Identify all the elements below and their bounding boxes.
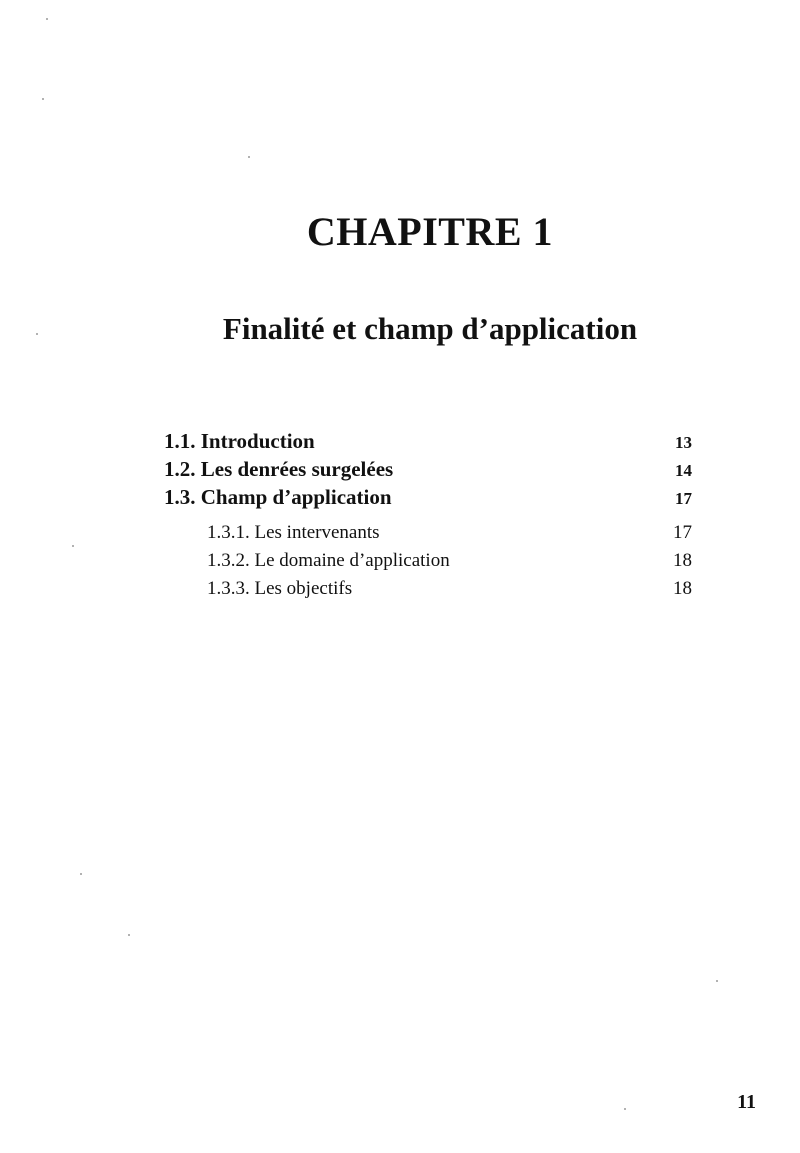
toc-section-page: 14 [675,461,692,480]
toc-subsection-group [164,519,692,603]
toc-section[interactable] [164,455,692,483]
toc-subsection-page: 18 [673,550,692,571]
toc-subsection-label: 1.3.2. Le domaine d’application [207,550,450,571]
page-number: 11 [737,1091,756,1113]
toc-subsection[interactable] [164,547,692,575]
chapter-label: CHAPITRE 1 [306,209,554,254]
toc-section-page: 13 [675,433,692,452]
scan-speck [42,98,44,100]
chapter-title: Finalité et champ d’application [222,311,638,346]
toc-subsection-page: 18 [673,578,692,599]
scan-speck [128,934,130,936]
table-of-contents [164,427,692,603]
toc-subsection-label: 1.3.1. Les intervenants [207,522,380,543]
toc-section-label: 1.3. Champ d’application [164,485,392,509]
toc-section[interactable] [164,427,692,455]
toc-subsection[interactable] [164,575,692,603]
scan-speck [624,1108,626,1110]
toc-subsection-page: 17 [673,522,692,543]
scan-speck [72,545,74,547]
toc-section-page: 17 [675,489,692,508]
scan-speck [46,18,48,20]
toc-section[interactable] [164,483,692,511]
scan-speck [716,980,718,982]
scan-speck [80,873,82,875]
toc-section-label: 1.2. Les denrées surgelées [164,457,394,481]
scan-speck [248,156,250,158]
toc-section-label: 1.1. Introduction [164,429,315,453]
toc-subsection-label: 1.3.3. Les objectifs [207,578,353,599]
toc-subsection[interactable] [164,519,692,547]
